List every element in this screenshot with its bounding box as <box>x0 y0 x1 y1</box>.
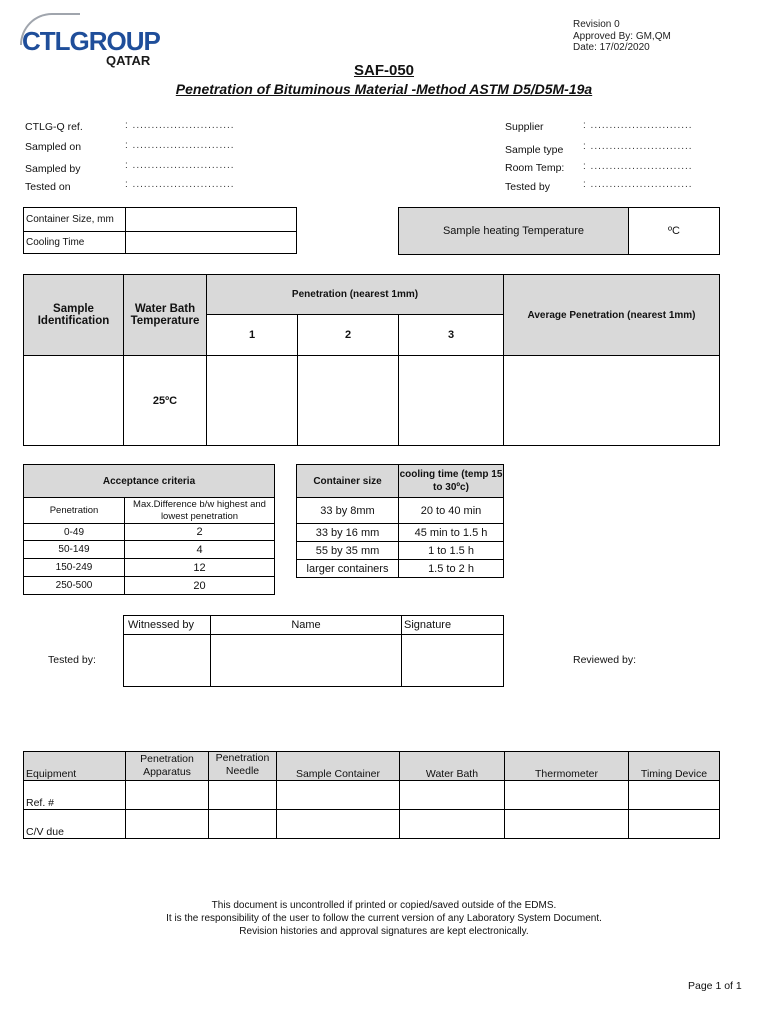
average-cell[interactable] <box>504 356 720 446</box>
cooling-col-size: Container size <box>297 465 399 498</box>
equipment-row-cv-due: C/V due <box>24 810 126 839</box>
acceptance-range: 50-149 <box>24 541 125 559</box>
header-trial-1: 1 <box>207 315 298 356</box>
cooling-time-input[interactable] <box>126 232 297 254</box>
equipment-header: Equipment <box>24 752 126 781</box>
cooling-col-time: cooling time (temp 15 to 30ºc) <box>399 465 504 498</box>
cooling-size: 33 by 16 mm <box>297 524 399 542</box>
equipment-col-thermometer: Thermometer <box>505 752 629 781</box>
water-bath-temp-value: 25ºC <box>124 356 207 446</box>
equipment-col-container: Sample Container <box>277 752 400 781</box>
cooling-time: 1 to 1.5 h <box>399 542 504 560</box>
header-sample-id: Sample Identification <box>24 275 124 356</box>
date-text: Date: 17/02/2020 <box>573 42 650 53</box>
equipment-cell[interactable] <box>209 781 277 810</box>
company-logo: CTLGROUP <box>22 26 160 56</box>
equipment-cell[interactable] <box>126 781 209 810</box>
acceptance-title: Acceptance criteria <box>24 465 275 498</box>
equipment-cell[interactable] <box>126 810 209 839</box>
sample-id-cell[interactable] <box>24 356 124 446</box>
acceptance-range: 250-500 <box>24 577 125 595</box>
footer-line-1: This document is uncontrolled if printed or copied/saved outside of the EDMS. <box>211 900 557 911</box>
signoff-table <box>123 615 504 687</box>
acceptance-col-penetration: Penetration <box>24 498 125 524</box>
cooling-size: 55 by 35 mm <box>297 542 399 560</box>
equipment-table <box>23 751 720 839</box>
page-number: Page 1 of 1 <box>688 980 742 992</box>
cooling-time: 1.5 to 2 h <box>399 560 504 578</box>
container-info-table <box>23 207 297 254</box>
cooling-table <box>296 464 504 578</box>
cooling-time-label: Cooling Time <box>24 232 126 254</box>
document-title: Penetration of Bituminous Material -Method ASTM D5/D5M-19a <box>175 81 593 97</box>
acceptance-range: 0-49 <box>24 524 125 541</box>
field-value-room-temp[interactable]: : ........................... <box>583 161 693 172</box>
cooling-size: 33 by 8mm <box>297 498 399 524</box>
field-value-tested-by[interactable]: : ........................... <box>583 179 693 190</box>
acceptance-diff: 4 <box>125 541 275 559</box>
witnessed-by-cell[interactable] <box>124 635 211 687</box>
field-label-sample-type: Sample type <box>505 144 564 156</box>
field-label-tested-on: Tested on <box>25 181 71 193</box>
acceptance-table <box>23 464 275 595</box>
tested-by-label: Tested by: <box>48 654 96 666</box>
header-average-penetration: Average Penetration (nearest 1mm) <box>504 275 720 356</box>
header-penetration: Penetration (nearest 1mm) <box>207 275 504 315</box>
field-value-tested-on[interactable]: : ........................... <box>125 179 235 190</box>
field-label-room-temp: Room Temp: <box>505 162 565 174</box>
acceptance-diff: 2 <box>125 524 275 541</box>
revision-text: Revision 0 <box>573 19 620 30</box>
trial-2-cell[interactable] <box>298 356 399 446</box>
equipment-cell[interactable] <box>505 781 629 810</box>
footer-line-2: It is the responsibility of the user to follow the current version of any Laboratory System Document. <box>166 913 602 924</box>
field-label-tested-by: Tested by <box>505 181 550 193</box>
equipment-cell[interactable] <box>277 810 400 839</box>
heating-temp-table <box>398 207 720 255</box>
signature-header: Signature <box>402 616 504 635</box>
approved-text: Approved By: GM,QM <box>573 31 671 42</box>
company-logo-sub: QATAR <box>106 53 151 68</box>
signature-cell[interactable] <box>402 635 504 687</box>
equipment-cell[interactable] <box>629 781 720 810</box>
trial-3-cell[interactable] <box>399 356 504 446</box>
cooling-time: 45 min to 1.5 h <box>399 524 504 542</box>
equipment-col-water-bath: Water Bath <box>400 752 505 781</box>
equipment-cell[interactable] <box>209 810 277 839</box>
field-label-sampled-by: Sampled by <box>25 163 81 175</box>
field-label-ctlg-ref: CTLG-Q ref. <box>25 121 83 133</box>
field-value-ctlg-ref[interactable]: : ........................... <box>125 120 235 131</box>
equipment-cell[interactable] <box>400 781 505 810</box>
equipment-cell[interactable] <box>400 810 505 839</box>
header-trial-3: 3 <box>399 315 504 356</box>
field-value-supplier[interactable]: : ........................... <box>583 120 693 131</box>
equipment-col-apparatus: Penetration Apparatus <box>126 752 209 781</box>
equipment-cell[interactable] <box>505 810 629 839</box>
equipment-col-timing: Timing Device <box>629 752 720 781</box>
acceptance-col-difference: Max.Difference b/w highest and lowest penetration <box>125 498 275 524</box>
document-code: SAF-050 <box>353 62 415 79</box>
field-value-sampled-by[interactable]: : ........................... <box>125 160 235 171</box>
equipment-cell[interactable] <box>629 810 720 839</box>
cooling-time: 20 to 40 min <box>399 498 504 524</box>
trial-1-cell[interactable] <box>207 356 298 446</box>
footer-line-3: Revision histories and approval signatures are kept electronically. <box>239 926 529 937</box>
equipment-col-needle: Penetration Needle <box>209 752 277 781</box>
header-water-bath: Water Bath Temperature <box>124 275 207 356</box>
acceptance-diff: 12 <box>125 559 275 577</box>
equipment-row-ref: Ref. # <box>24 781 126 810</box>
acceptance-range: 150-249 <box>24 559 125 577</box>
name-cell[interactable] <box>211 635 402 687</box>
field-value-sampled-on[interactable]: : ........................... <box>125 140 235 151</box>
reviewed-by-label: Reviewed by: <box>573 654 637 666</box>
header-trial-2: 2 <box>298 315 399 356</box>
cooling-size: larger containers <box>297 560 399 578</box>
acceptance-diff: 20 <box>125 577 275 595</box>
field-value-sample-type[interactable]: : ........................... <box>583 141 693 152</box>
name-header: Name <box>211 616 402 635</box>
penetration-table <box>23 274 720 446</box>
field-label-supplier: Supplier <box>505 121 544 133</box>
container-size-label: Container Size, mm <box>24 208 126 232</box>
container-size-input[interactable] <box>126 208 297 232</box>
witnessed-by-header: Witnessed by <box>124 616 211 635</box>
heating-temp-unit[interactable]: ºC <box>629 208 720 255</box>
equipment-cell[interactable] <box>277 781 400 810</box>
heating-temp-label: Sample heating Temperature <box>399 208 629 255</box>
field-label-sampled-on: Sampled on <box>25 141 82 153</box>
